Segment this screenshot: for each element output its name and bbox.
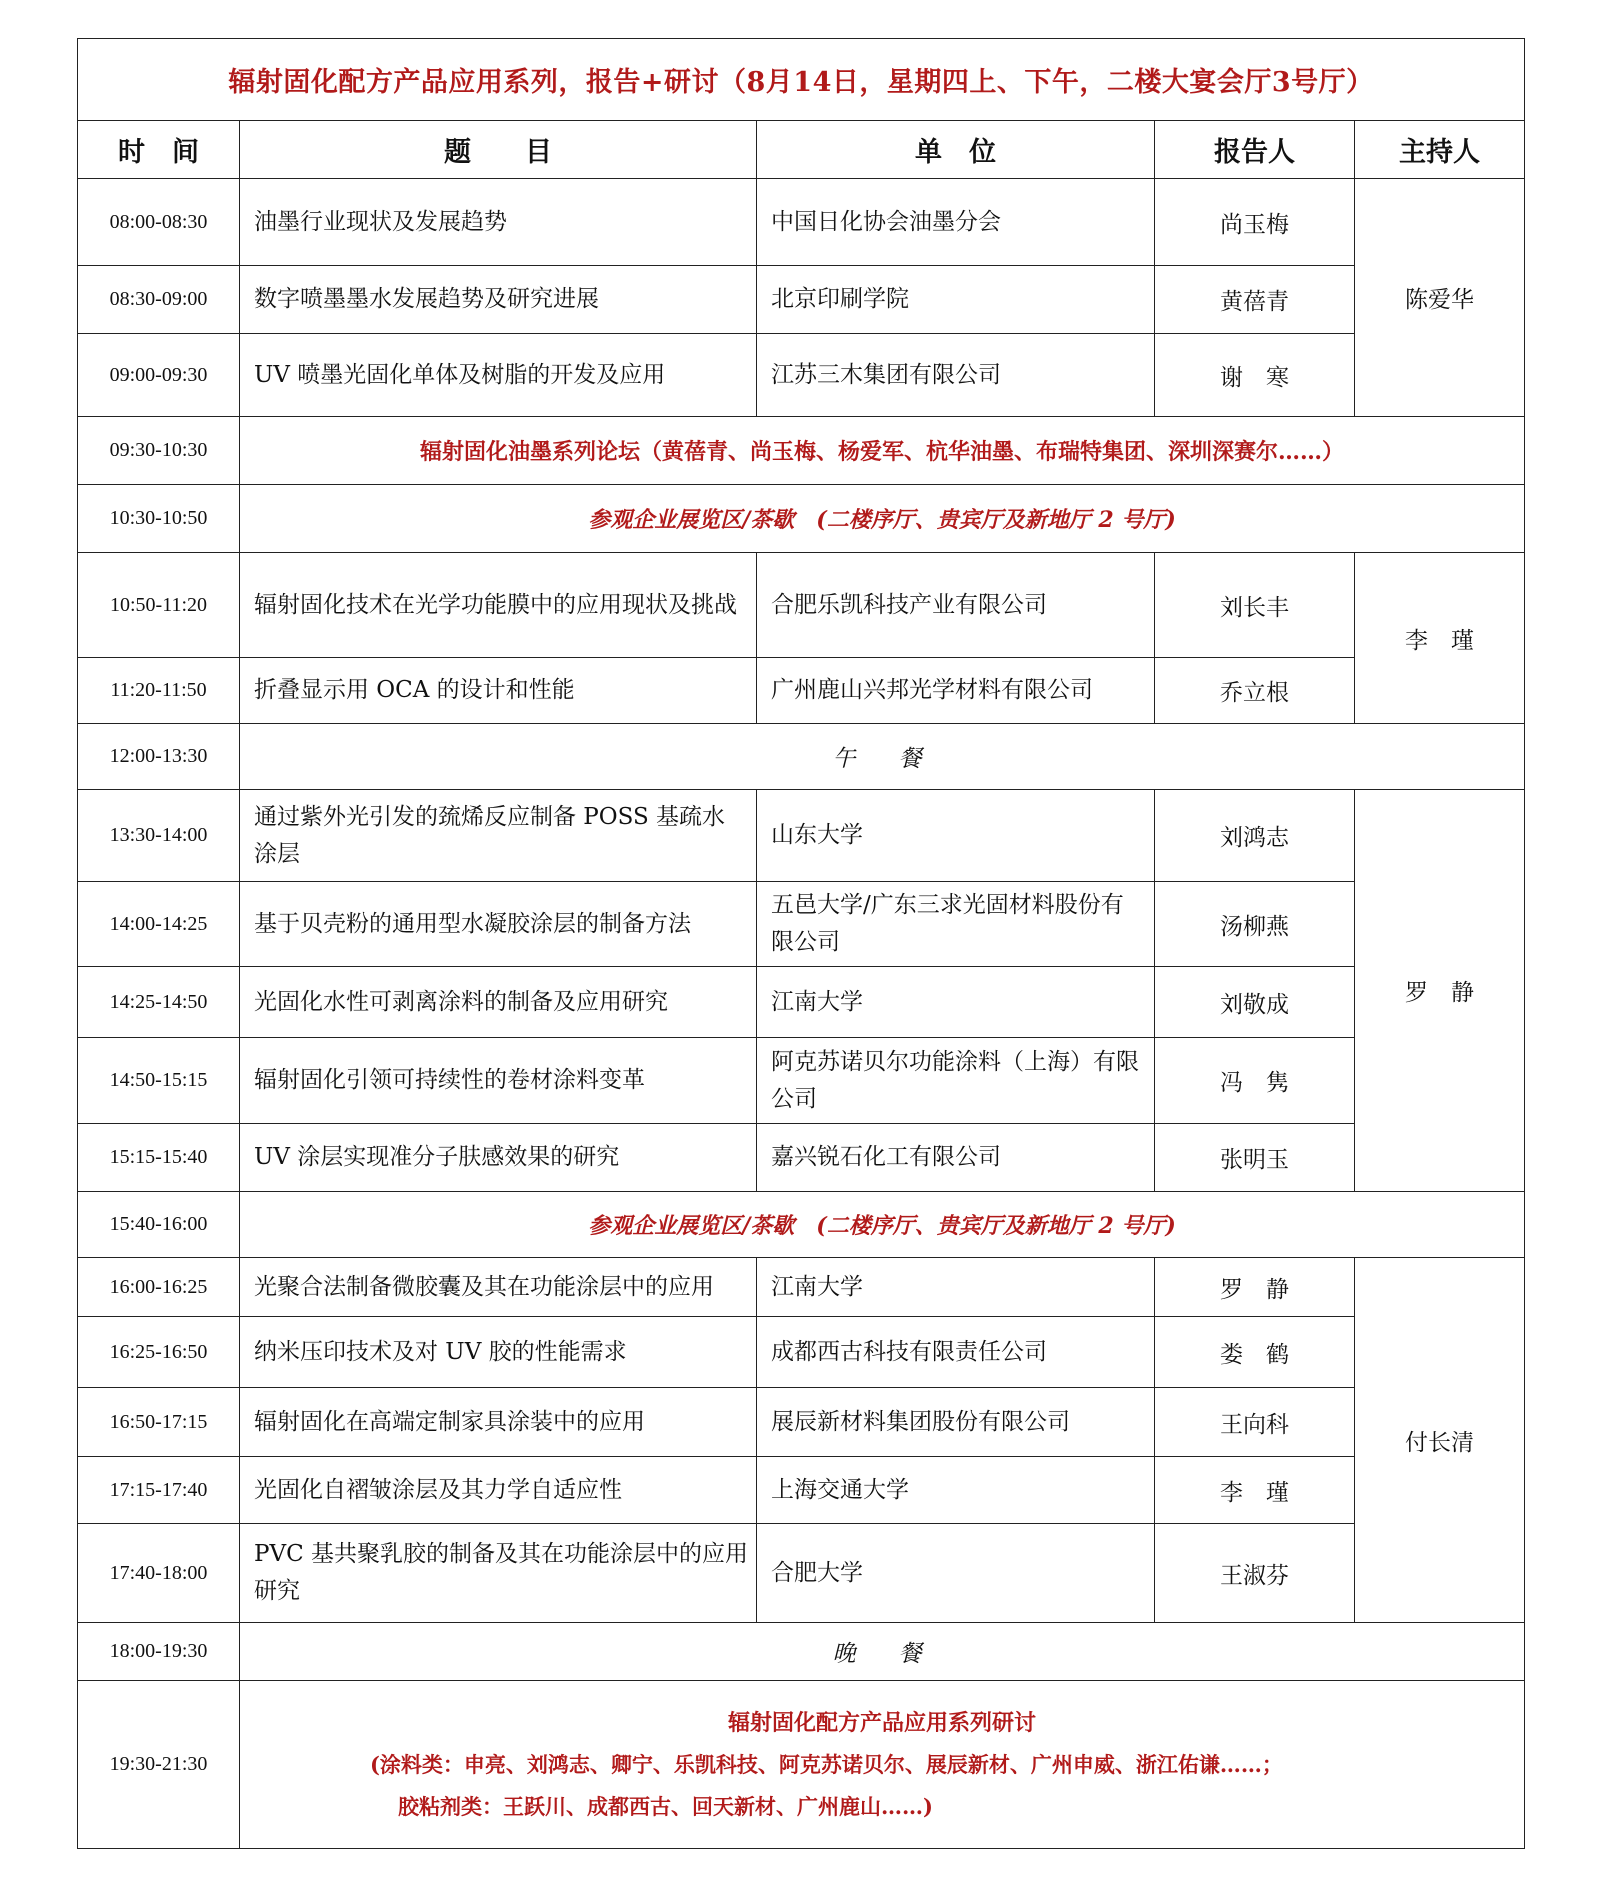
table-row [78, 1524, 1525, 1623]
unit-cell: 展辰新材料集团股份有限公司 [757, 1388, 1155, 1457]
time-cell: 14:50-15:15 [78, 1038, 240, 1124]
break-banner: 参观企业展览区/茶歇 (二楼序厅、贵宾厅及新地厅 2 号厅) [240, 485, 1525, 553]
table-row [78, 553, 1525, 658]
table-row [78, 1623, 1525, 1681]
time-cell: 10:50-11:20 [78, 553, 240, 658]
speaker-cell: 刘鸿志 [1155, 790, 1355, 882]
seminar-adhesives: 胶粘剂类：王跃川、成都西古、回天新材、广州鹿山……) [398, 1793, 933, 1819]
unit-cell: 江南大学 [757, 967, 1155, 1038]
time-cell: 18:00-19:30 [78, 1623, 240, 1681]
topic-cell: 通过紫外光引发的巯烯反应制备 POSS 基疏水涂层 [240, 790, 757, 882]
page-title: 辐射固化配方产品应用系列，报告+研讨（8月14日，星期四上、下午，二楼大宴会厅3号厅） [78, 39, 1525, 121]
speaker-cell: 罗 静 [1155, 1258, 1355, 1317]
speaker-cell: 刘长丰 [1155, 553, 1355, 658]
seminar-title: 辐射固化配方产品应用系列研讨 [728, 1709, 1037, 1736]
schedule-table [77, 38, 1525, 1849]
table-row [78, 658, 1525, 724]
topic-cell: 光聚合法制备微胶囊及其在功能涂层中的应用 [240, 1258, 757, 1317]
header-time: 时 间 [78, 121, 240, 179]
time-cell: 13:30-14:00 [78, 790, 240, 882]
lunch-banner: 午 餐 [240, 724, 1525, 790]
unit-cell: 合肥乐凯科技产业有限公司 [757, 553, 1155, 658]
seminar-cell [240, 1681, 1525, 1849]
unit-cell: 成都西古科技有限责任公司 [757, 1317, 1155, 1388]
topic-cell: PVC 基共聚乳胶的制备及其在功能涂层中的应用研究 [240, 1524, 757, 1623]
time-cell: 09:30-10:30 [78, 417, 240, 485]
speaker-cell: 张明玉 [1155, 1124, 1355, 1192]
speaker-cell: 乔立根 [1155, 658, 1355, 724]
speaker-cell: 尚玉梅 [1155, 179, 1355, 266]
table-row [78, 1038, 1525, 1124]
speaker-cell: 谢 寒 [1155, 334, 1355, 417]
time-cell: 12:00-13:30 [78, 724, 240, 790]
table-row [78, 179, 1525, 266]
topic-cell: 纳米压印技术及对 UV 胶的性能需求 [240, 1317, 757, 1388]
table-row [78, 790, 1525, 882]
speaker-cell: 汤柳燕 [1155, 882, 1355, 967]
unit-cell: 阿克苏诺贝尔功能涂料（上海）有限公司 [757, 1038, 1155, 1124]
table-row [78, 724, 1525, 790]
table-row [78, 1388, 1525, 1457]
unit-cell: 上海交通大学 [757, 1457, 1155, 1524]
seminar-coatings: (涂料类：申亮、刘鸿志、卿宁、乐凯科技、阿克苏诺贝尔、展辰新材、广州申威、浙江佑谦……； [370, 1751, 1283, 1777]
break-banner: 参观企业展览区/茶歇 (二楼序厅、贵宾厅及新地厅 2 号厅) [240, 1192, 1525, 1258]
header-topic: 题 目 [240, 121, 757, 179]
table-row [78, 1258, 1525, 1317]
time-cell: 09:00-09:30 [78, 334, 240, 417]
host-cell: 罗 静 [1355, 790, 1525, 1192]
table-row [78, 882, 1525, 967]
topic-cell: UV 涂层实现准分子肤感效果的研究 [240, 1124, 757, 1192]
unit-cell: 江苏三木集团有限公司 [757, 334, 1155, 417]
speaker-cell: 黄蓓青 [1155, 266, 1355, 334]
topic-cell: 光固化水性可剥离涂料的制备及应用研究 [240, 967, 757, 1038]
table-row [78, 1457, 1525, 1524]
time-cell: 16:25-16:50 [78, 1317, 240, 1388]
unit-cell: 中国日化协会油墨分会 [757, 179, 1155, 266]
table-row [78, 1317, 1525, 1388]
topic-cell: 折叠显示用 OCA 的设计和性能 [240, 658, 757, 724]
topic-cell: 油墨行业现状及发展趋势 [240, 179, 757, 266]
time-cell: 19:30-21:30 [78, 1681, 240, 1849]
time-cell: 14:00-14:25 [78, 882, 240, 967]
time-cell: 15:15-15:40 [78, 1124, 240, 1192]
speaker-cell: 王向科 [1155, 1388, 1355, 1457]
header-unit: 单 位 [757, 121, 1155, 179]
time-cell: 16:00-16:25 [78, 1258, 240, 1317]
table-row [78, 266, 1525, 334]
unit-cell: 合肥大学 [757, 1524, 1155, 1623]
table-row [78, 1681, 1525, 1849]
unit-cell: 广州鹿山兴邦光学材料有限公司 [757, 658, 1155, 724]
topic-cell: 光固化自褶皱涂层及其力学自适应性 [240, 1457, 757, 1524]
topic-cell: 基于贝壳粉的通用型水凝胶涂层的制备方法 [240, 882, 757, 967]
table-row [78, 967, 1525, 1038]
topic-cell: 辐射固化引领可持续性的卷材涂料变革 [240, 1038, 757, 1124]
speaker-cell: 冯 隽 [1155, 1038, 1355, 1124]
host-cell: 陈爱华 [1355, 179, 1525, 417]
unit-cell: 嘉兴锐石化工有限公司 [757, 1124, 1155, 1192]
unit-cell: 五邑大学/广东三求光固材料股份有限公司 [757, 882, 1155, 967]
table-row [78, 1124, 1525, 1192]
time-cell: 16:50-17:15 [78, 1388, 240, 1457]
time-cell: 14:25-14:50 [78, 967, 240, 1038]
time-cell: 08:30-09:00 [78, 266, 240, 334]
time-cell: 11:20-11:50 [78, 658, 240, 724]
unit-cell: 北京印刷学院 [757, 266, 1155, 334]
host-cell: 李 瑾 [1355, 553, 1525, 724]
table-row [78, 1192, 1525, 1258]
table-row [78, 334, 1525, 417]
topic-cell: 数字喷墨墨水发展趋势及研究进展 [240, 266, 757, 334]
unit-cell: 山东大学 [757, 790, 1155, 882]
time-cell: 17:40-18:00 [78, 1524, 240, 1623]
time-cell: 08:00-08:30 [78, 179, 240, 266]
topic-cell: UV 喷墨光固化单体及树脂的开发及应用 [240, 334, 757, 417]
speaker-cell: 王淑芬 [1155, 1524, 1355, 1623]
table-row [78, 417, 1525, 485]
topic-cell: 辐射固化在高端定制家具涂装中的应用 [240, 1388, 757, 1457]
header-speaker: 报告人 [1155, 121, 1355, 179]
table-row [78, 485, 1525, 553]
host-cell: 付长清 [1355, 1258, 1525, 1623]
header-host: 主持人 [1355, 121, 1525, 179]
unit-cell: 江南大学 [757, 1258, 1155, 1317]
topic-cell: 辐射固化技术在光学功能膜中的应用现状及挑战 [240, 553, 757, 658]
time-cell: 15:40-16:00 [78, 1192, 240, 1258]
time-cell: 10:30-10:50 [78, 485, 240, 553]
speaker-cell: 李 瑾 [1155, 1457, 1355, 1524]
speaker-cell: 刘敬成 [1155, 967, 1355, 1038]
time-cell: 17:15-17:40 [78, 1457, 240, 1524]
forum-banner: 辐射固化油墨系列论坛（黄蓓青、尚玉梅、杨爱军、杭华油墨、布瑞特集团、深圳深赛尔……） [240, 417, 1525, 485]
dinner-banner: 晚 餐 [240, 1623, 1525, 1681]
header-row [78, 121, 1525, 179]
speaker-cell: 娄 鹤 [1155, 1317, 1355, 1388]
